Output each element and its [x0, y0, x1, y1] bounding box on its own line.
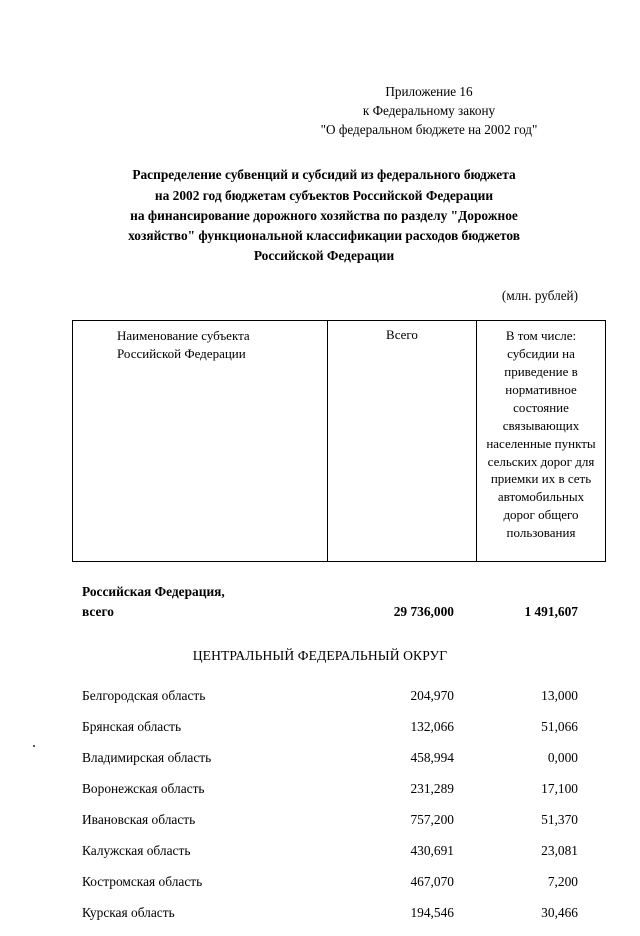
row-total-value: 757,200: [410, 812, 454, 828]
table-row: [82, 719, 578, 750]
page-title-line-1: Распределение субвенций и субсидий из федерального бюджета: [132, 167, 516, 183]
table-container: [0, 320, 640, 562]
row-total-value: 231,289: [410, 781, 454, 797]
table-header-row: [73, 320, 606, 561]
column-header-subject: [73, 320, 328, 561]
table-row: [82, 688, 578, 719]
totals-block: [0, 582, 640, 622]
page-title-line-3: на финансирование дорожного хозяйства по разделу "Дорожное: [130, 207, 518, 223]
row-total-value: 430,691: [410, 843, 454, 859]
row-region-name: Костромская область: [82, 874, 203, 890]
row-region-name: Белгородская область: [82, 688, 206, 704]
page-title-line-4: хозяйство" функциональной классификации расходов бюджетов: [128, 227, 520, 243]
row-region-name: Ивановская область: [82, 812, 196, 828]
row-subsidy-value: 7,200: [547, 874, 578, 890]
table-row: [82, 781, 578, 812]
page-title-line-2: на 2002 год бюджетам субъектов Российской Федерации: [154, 187, 494, 203]
table-row: [82, 905, 578, 936]
appendix-number: Приложение 16: [385, 84, 473, 99]
totals-row: [82, 602, 578, 622]
row-region-name: Калужская область: [82, 843, 191, 859]
row-subsidy-value: 0,000: [547, 750, 578, 766]
row-region-name: Воронежская область: [82, 781, 205, 797]
row-subsidy-value: 17,100: [541, 781, 578, 797]
row-total-value: 458,994: [410, 750, 454, 766]
row-subsidy-value: 30,466: [541, 905, 578, 921]
table-row: [82, 750, 578, 781]
row-subsidy-value: 51,066: [541, 719, 578, 735]
totals-value-total: 29 736,000: [393, 604, 454, 620]
totals-label-line-2: всего: [82, 604, 114, 620]
column-header-subsidy: В том числе: субсидии на приведение в нормативное состояние связывающих населенные пункты сельских дорог для приемки их в сеть автомобильных дорог общего пользования: [477, 320, 606, 561]
column-header-subject-line-2: Российской Федерации: [117, 345, 246, 361]
totals-label-line-1: Российская Федерация,: [82, 583, 225, 599]
appendix-law-line: к Федеральному закону: [362, 103, 496, 119]
row-subsidy-value: 51,370: [541, 812, 578, 828]
totals-value-subsidy: 1 491,607: [524, 604, 578, 620]
table-row: [82, 843, 578, 874]
document-header: [0, 0, 640, 139]
column-header-total: Всего: [328, 320, 477, 561]
row-region-name: Владимирская область: [82, 750, 212, 766]
table-rows: [0, 688, 640, 936]
page-title-line-5: Российской Федерации: [253, 247, 395, 263]
distribution-table: [72, 320, 606, 562]
table-row: [82, 812, 578, 843]
row-total-value: 132,066: [410, 719, 454, 735]
row-total-value: 204,970: [410, 688, 454, 704]
column-header-subject-line-1: Наименование субъекта: [117, 327, 250, 343]
row-subsidy-value: 23,081: [541, 843, 578, 859]
row-region-name: Брянская область: [82, 719, 182, 735]
row-subsidy-value: 13,000: [541, 688, 578, 704]
scan-artifact-dot: [33, 745, 35, 747]
units-note: (млн. рублей): [501, 287, 578, 303]
district-heading: ЦЕНТРАЛЬНЫЙ ФЕДЕРАЛЬНЫЙ ОКРУГ: [192, 648, 448, 664]
row-region-name: Курская область: [82, 905, 175, 921]
page-title: [0, 165, 640, 266]
row-total-value: 467,070: [410, 874, 454, 890]
appendix-law-title: "О федеральном бюджете на 2002 год": [320, 122, 538, 138]
row-total-value: 194,546: [410, 905, 454, 921]
table-row: [82, 874, 578, 905]
